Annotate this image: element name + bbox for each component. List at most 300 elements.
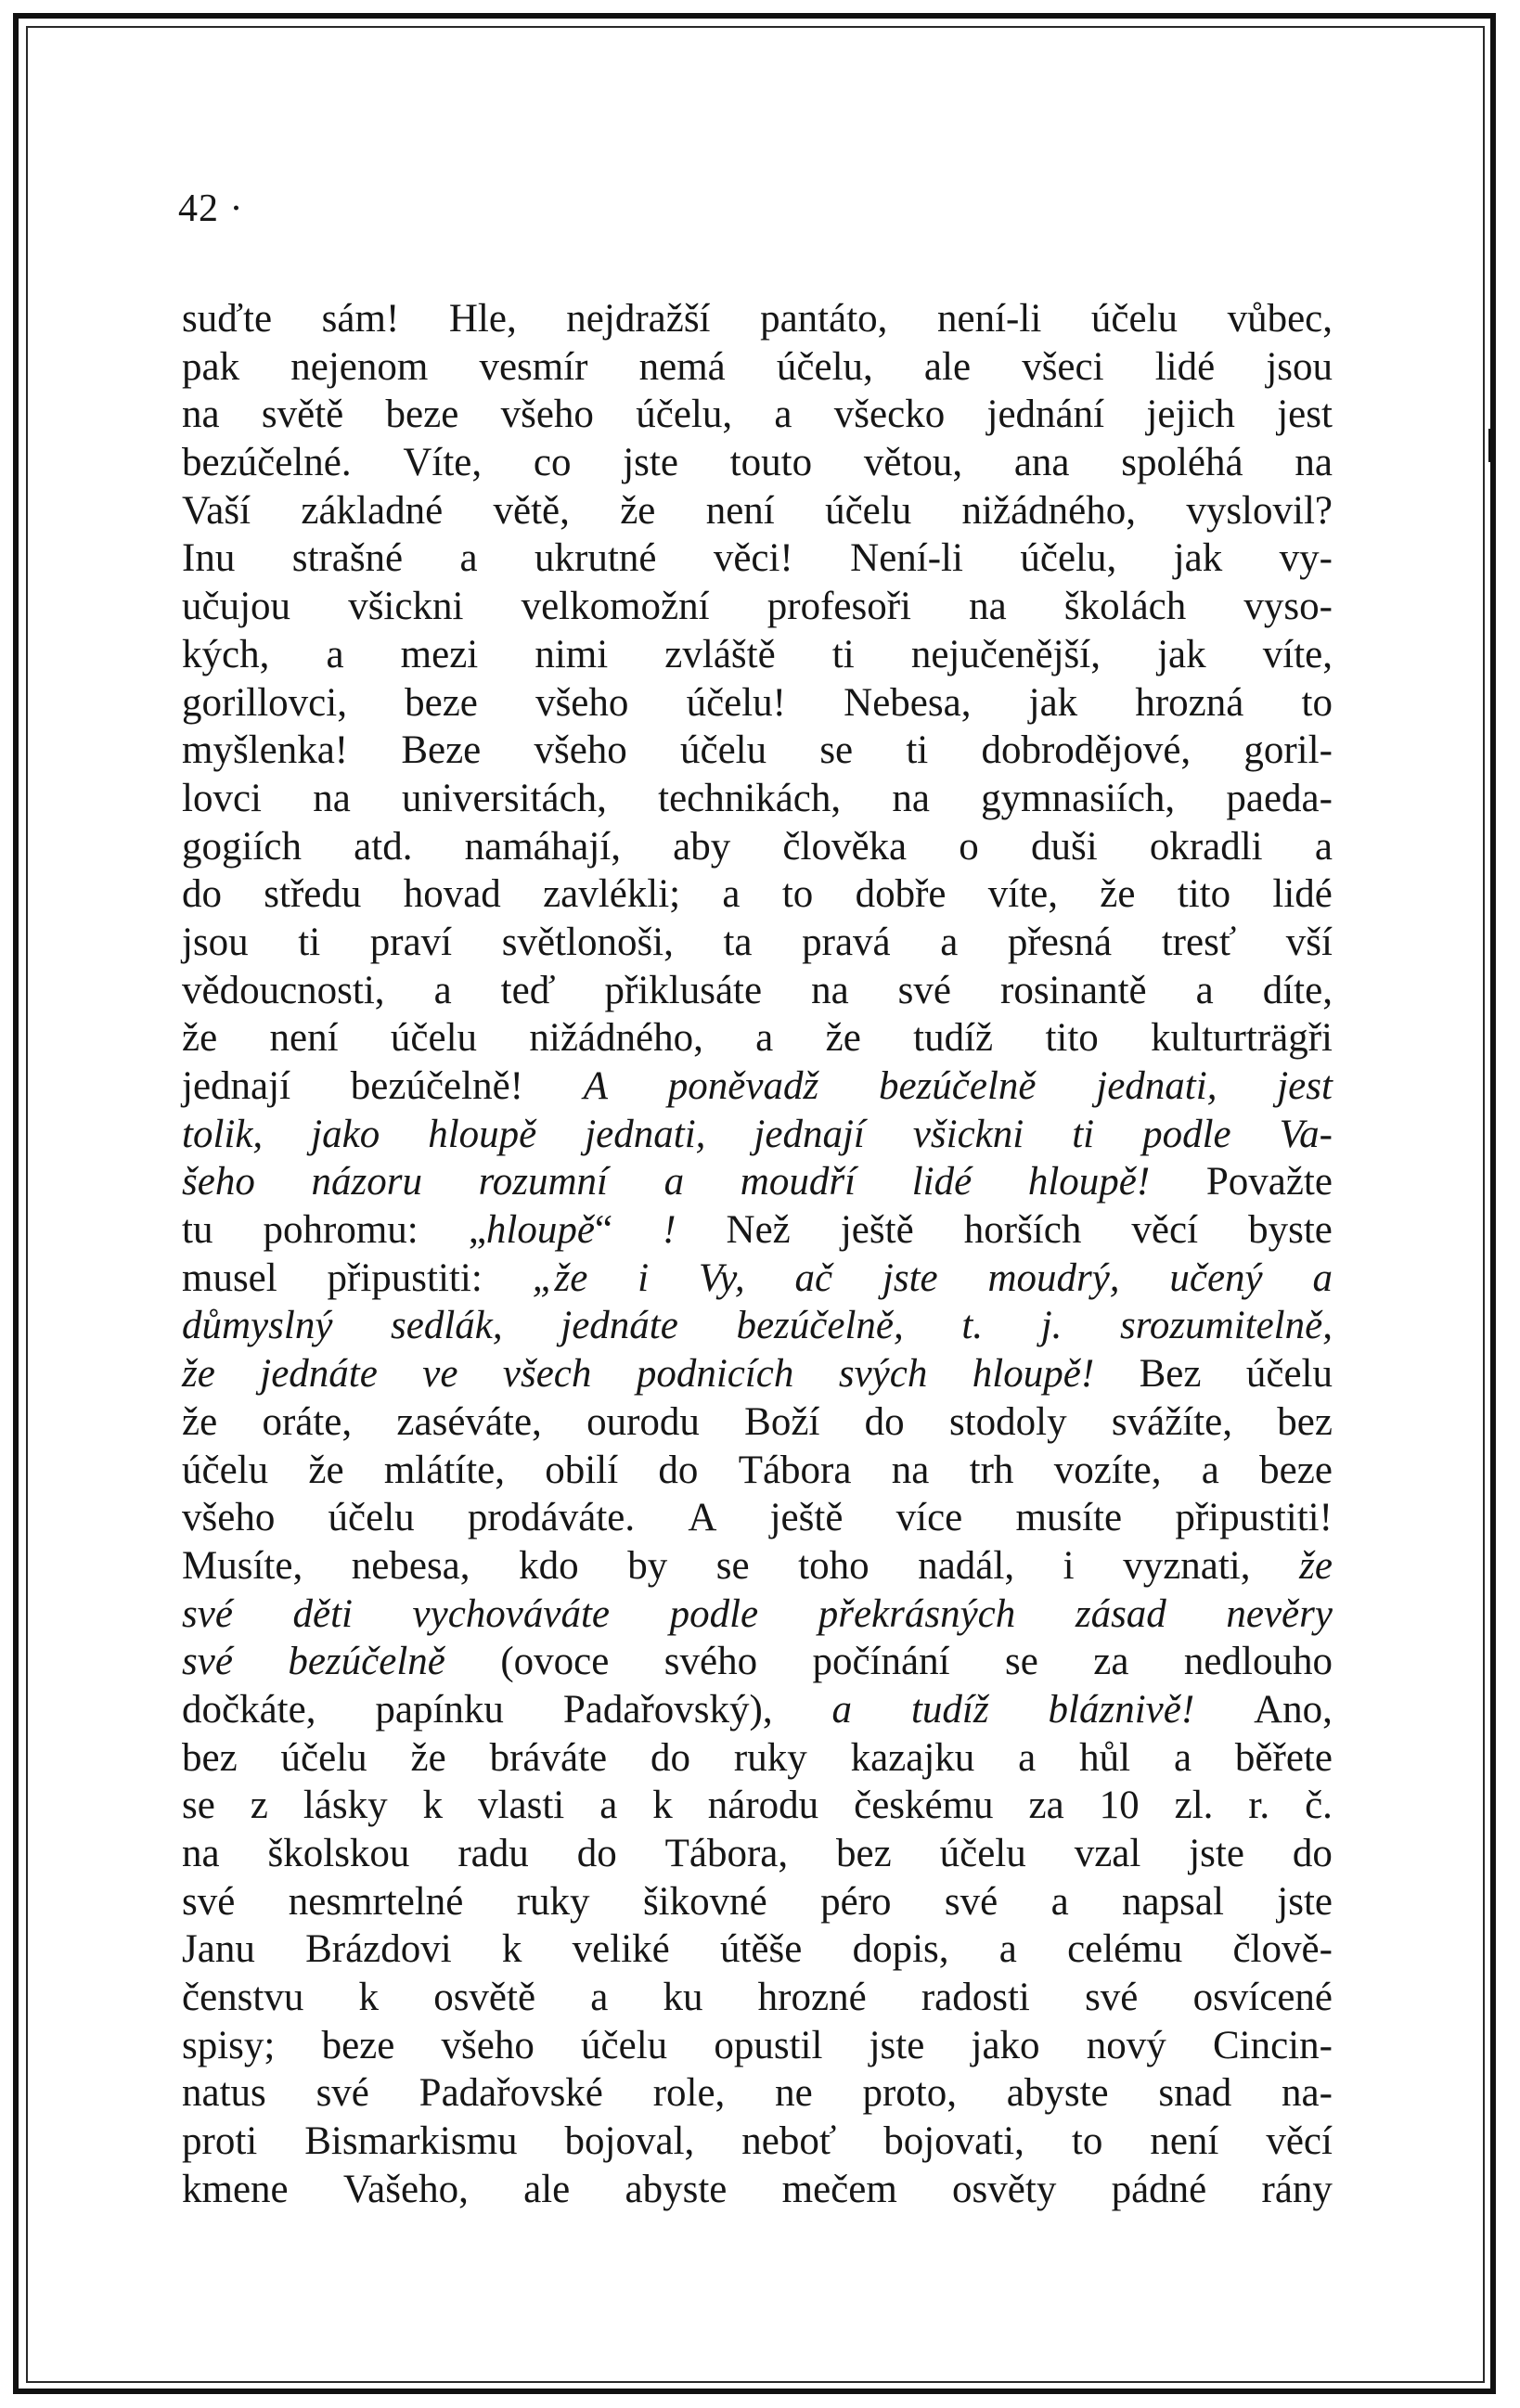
word bbox=[565, 2118, 695, 2166]
word bbox=[1064, 583, 1186, 631]
word bbox=[774, 391, 792, 439]
word bbox=[1155, 343, 1215, 392]
word bbox=[545, 1447, 618, 1495]
word bbox=[460, 534, 478, 583]
roman-text: spoléhá bbox=[1121, 441, 1243, 485]
word bbox=[490, 1734, 608, 1783]
word bbox=[298, 919, 320, 967]
roman-text: bojovati, bbox=[883, 2119, 1024, 2164]
roman-text: účelu, bbox=[1020, 536, 1117, 581]
word bbox=[854, 1782, 993, 1830]
word bbox=[760, 295, 887, 343]
word bbox=[182, 1974, 303, 2022]
roman-text: účelu bbox=[328, 1496, 415, 1540]
word bbox=[637, 1350, 794, 1398]
roman-text: abyste bbox=[625, 2167, 728, 2211]
italic-text: názoru bbox=[311, 1160, 422, 1204]
word bbox=[182, 2022, 275, 2070]
word bbox=[1315, 823, 1333, 871]
roman-text: svážíte, bbox=[1111, 1399, 1233, 1444]
word bbox=[940, 1830, 1026, 1878]
roman-text: Hle, bbox=[448, 297, 517, 341]
roman-text: a bbox=[1173, 1735, 1192, 1780]
roman-text: lidé bbox=[1272, 872, 1333, 917]
italic-text: překrásných bbox=[818, 1591, 1016, 1636]
roman-text: opustil bbox=[714, 2023, 823, 2067]
word bbox=[328, 1494, 415, 1542]
roman-text: touto bbox=[729, 441, 813, 485]
word bbox=[1235, 1734, 1333, 1783]
word bbox=[502, 1925, 522, 1974]
text-line bbox=[182, 1255, 1333, 1303]
italic-text: moudrý, bbox=[987, 1256, 1120, 1300]
roman-text: všeci bbox=[1022, 344, 1104, 389]
word bbox=[782, 870, 813, 919]
roman-text: šikovné bbox=[642, 1879, 767, 1924]
word bbox=[668, 1062, 818, 1111]
roman-text: „ bbox=[468, 1208, 486, 1253]
italic-text: hloupě! bbox=[972, 1352, 1095, 1397]
roman-text: svého bbox=[663, 1640, 758, 1684]
word bbox=[825, 487, 911, 535]
word bbox=[403, 439, 482, 487]
roman-text: suďte bbox=[182, 297, 273, 341]
word bbox=[494, 487, 570, 535]
roman-text: profesoři bbox=[766, 585, 911, 629]
roman-text: a bbox=[1314, 824, 1333, 869]
roman-text: ti bbox=[298, 920, 321, 964]
roman-text: jednání bbox=[986, 393, 1105, 437]
roman-text: paeda- bbox=[1226, 776, 1333, 820]
roman-text: do bbox=[864, 1399, 905, 1444]
roman-text: přesná bbox=[1007, 920, 1113, 964]
word bbox=[844, 679, 971, 728]
text-line bbox=[182, 1062, 1333, 1111]
word bbox=[182, 679, 347, 728]
word bbox=[706, 487, 775, 535]
text-line bbox=[182, 1158, 1333, 1206]
word bbox=[182, 1734, 238, 1783]
roman-text: snad bbox=[1158, 2071, 1232, 2116]
roman-text: kých, bbox=[182, 632, 270, 676]
word bbox=[1063, 1542, 1075, 1590]
word bbox=[182, 391, 220, 439]
roman-text: oráte, bbox=[262, 1399, 353, 1444]
roman-text: všeho bbox=[441, 2023, 535, 2067]
roman-text: tito bbox=[1045, 1016, 1099, 1061]
roman-text: nejdražší bbox=[566, 297, 711, 341]
italic-text: ve bbox=[422, 1352, 458, 1397]
word bbox=[1131, 1206, 1198, 1255]
word bbox=[251, 1782, 268, 1830]
roman-text: vědoucnosti, bbox=[182, 968, 385, 1012]
word bbox=[585, 1111, 705, 1159]
word bbox=[1121, 439, 1243, 487]
word bbox=[1120, 1302, 1333, 1350]
text-line bbox=[182, 1782, 1333, 1830]
text-line bbox=[182, 1494, 1333, 1542]
word bbox=[560, 1302, 678, 1350]
word bbox=[744, 1398, 819, 1447]
word bbox=[1263, 631, 1333, 679]
roman-text: i bbox=[1063, 1543, 1075, 1588]
roman-text: učujou bbox=[182, 585, 291, 629]
word bbox=[348, 583, 463, 631]
word bbox=[1067, 1925, 1182, 1974]
word bbox=[182, 1255, 277, 1303]
roman-text: ne bbox=[775, 2071, 813, 2116]
roman-text: universitách, bbox=[402, 776, 607, 820]
text-line bbox=[182, 1447, 1333, 1495]
text-line bbox=[182, 775, 1333, 823]
word bbox=[519, 1542, 579, 1590]
roman-text: mezi bbox=[400, 632, 479, 676]
italic-text: ! bbox=[663, 1208, 676, 1253]
italic-text: bláznivě! bbox=[1048, 1687, 1195, 1732]
roman-text: připustiti! bbox=[1175, 1496, 1333, 1540]
roman-text: Inu bbox=[182, 536, 236, 581]
roman-text: r. bbox=[1248, 1783, 1270, 1828]
word bbox=[1259, 1447, 1333, 1495]
word bbox=[1140, 1350, 1202, 1398]
word bbox=[912, 1158, 972, 1206]
roman-text: (ovoce bbox=[500, 1640, 610, 1684]
roman-text: natus bbox=[182, 2071, 266, 2116]
roman-text: musíte bbox=[1015, 1496, 1123, 1540]
italic-text: A bbox=[583, 1064, 609, 1108]
word bbox=[714, 2022, 822, 2070]
roman-text: jste bbox=[1277, 1879, 1333, 1924]
word bbox=[182, 870, 222, 919]
word bbox=[182, 487, 251, 535]
word bbox=[782, 823, 907, 871]
word bbox=[402, 775, 607, 823]
word bbox=[292, 534, 403, 583]
text-line bbox=[182, 439, 1333, 487]
roman-text: a bbox=[774, 393, 792, 437]
italic-text: že bbox=[182, 1352, 215, 1397]
italic-text: jednati, bbox=[1096, 1064, 1217, 1108]
word bbox=[862, 2069, 957, 2118]
word bbox=[605, 967, 763, 1015]
italic-text: bezúčelně, bbox=[736, 1304, 904, 1348]
word bbox=[304, 2118, 517, 2166]
text-line bbox=[182, 343, 1333, 392]
text-line bbox=[182, 1830, 1333, 1878]
roman-text: všeho bbox=[500, 393, 594, 437]
word bbox=[952, 2166, 1056, 2214]
roman-text: ruky bbox=[733, 1735, 807, 1780]
word bbox=[534, 727, 626, 775]
roman-text: a bbox=[940, 920, 959, 964]
word bbox=[1189, 1830, 1244, 1878]
word bbox=[182, 534, 235, 583]
word bbox=[798, 1542, 869, 1590]
roman-text: vší bbox=[1285, 920, 1333, 964]
roman-text: papínku bbox=[375, 1687, 504, 1732]
roman-text: účelu, bbox=[776, 344, 873, 389]
roman-text: českému bbox=[854, 1783, 994, 1828]
roman-text: dopis, bbox=[852, 1927, 949, 1972]
word bbox=[1100, 870, 1135, 919]
roman-text: osvícené bbox=[1192, 1976, 1333, 2020]
roman-text: na bbox=[811, 968, 849, 1012]
roman-text: člověka bbox=[782, 824, 908, 869]
roman-text: to bbox=[1301, 680, 1333, 725]
roman-text: č. bbox=[1305, 1783, 1333, 1828]
word bbox=[949, 1398, 1067, 1447]
roman-text: praví bbox=[369, 920, 453, 964]
word bbox=[1213, 2022, 1333, 2070]
roman-text: goril- bbox=[1243, 728, 1333, 773]
word bbox=[404, 870, 501, 919]
word bbox=[988, 870, 1058, 919]
roman-text: tito bbox=[1177, 872, 1231, 917]
word bbox=[1293, 1830, 1333, 1878]
roman-text: na bbox=[891, 1448, 930, 1492]
word bbox=[1169, 1255, 1262, 1303]
word bbox=[182, 439, 352, 487]
word bbox=[969, 583, 1007, 631]
word bbox=[1248, 1206, 1333, 1255]
roman-text: účelu bbox=[680, 728, 767, 773]
roman-text: osvětě bbox=[433, 1976, 536, 2020]
roman-text: zavlékli; bbox=[543, 872, 681, 917]
roman-text: lásky bbox=[303, 1783, 388, 1828]
word bbox=[741, 1158, 856, 1206]
roman-text: bez bbox=[182, 1735, 238, 1780]
word bbox=[262, 391, 343, 439]
word bbox=[351, 1062, 523, 1111]
word bbox=[964, 1206, 1082, 1255]
word bbox=[478, 1782, 564, 1830]
word bbox=[581, 2022, 667, 2070]
roman-text: okradli bbox=[1149, 824, 1263, 869]
roman-text: na bbox=[182, 1832, 220, 1875]
roman-text: své bbox=[944, 1879, 998, 1924]
word bbox=[1246, 1350, 1333, 1398]
word bbox=[918, 1542, 1014, 1590]
roman-text: světlonoši, bbox=[501, 920, 674, 964]
word bbox=[1091, 295, 1178, 343]
roman-text: věci! bbox=[713, 536, 793, 581]
word bbox=[882, 1255, 938, 1303]
text-line bbox=[182, 1350, 1333, 1398]
roman-text: není bbox=[705, 488, 775, 533]
italic-text: šeho bbox=[182, 1160, 255, 1204]
italic-text: své bbox=[182, 1591, 233, 1636]
text-line bbox=[182, 1974, 1333, 2022]
italic-text: poněvadž bbox=[667, 1064, 819, 1108]
roman-text: člově- bbox=[1232, 1927, 1333, 1972]
italic-text: a bbox=[1312, 1256, 1333, 1300]
roman-text: zl. bbox=[1174, 1783, 1214, 1828]
word bbox=[182, 1830, 220, 1878]
text-line bbox=[182, 2118, 1333, 2166]
word bbox=[1051, 1878, 1069, 1926]
word bbox=[1075, 1830, 1141, 1878]
word bbox=[501, 967, 556, 1015]
roman-text: za bbox=[1093, 1640, 1129, 1684]
word bbox=[268, 1830, 410, 1878]
word bbox=[665, 1830, 789, 1878]
roman-text: nesmrtelné bbox=[288, 1879, 464, 1924]
word bbox=[264, 870, 361, 919]
word bbox=[1054, 1447, 1162, 1495]
italic-text: zásad bbox=[1075, 1591, 1166, 1636]
word bbox=[987, 391, 1105, 439]
roman-text: Janu bbox=[182, 1927, 255, 1972]
roman-text: k bbox=[652, 1783, 673, 1828]
roman-text: Vaší bbox=[182, 488, 251, 533]
word bbox=[182, 775, 262, 823]
roman-text: větou, bbox=[863, 441, 963, 485]
roman-text: pak bbox=[182, 344, 240, 389]
word bbox=[1282, 2069, 1333, 2118]
italic-text: tudíž bbox=[910, 1687, 989, 1732]
text-line bbox=[182, 1111, 1333, 1159]
word bbox=[1248, 1782, 1269, 1830]
roman-text: atd. bbox=[354, 824, 413, 869]
word bbox=[1100, 1782, 1140, 1830]
roman-text: by bbox=[627, 1543, 668, 1588]
italic-text: jest bbox=[1277, 1064, 1333, 1108]
roman-text: velkomožní bbox=[521, 585, 710, 629]
word bbox=[573, 1925, 670, 1974]
roman-text: nemá bbox=[638, 344, 726, 389]
word bbox=[1175, 1782, 1214, 1830]
word bbox=[865, 1398, 905, 1447]
word bbox=[730, 439, 812, 487]
word bbox=[182, 1686, 316, 1734]
roman-text: ku bbox=[663, 1976, 703, 2020]
roman-text: beze bbox=[405, 680, 478, 725]
roman-text: hrozná bbox=[1135, 680, 1244, 725]
word bbox=[599, 1782, 617, 1830]
roman-text: to bbox=[781, 872, 814, 917]
roman-text: bez bbox=[836, 1832, 892, 1875]
roman-text: kazajku bbox=[850, 1735, 975, 1780]
roman-text: nejenom bbox=[290, 344, 429, 389]
word bbox=[457, 1830, 528, 1878]
roman-text: že bbox=[620, 488, 656, 533]
roman-text: jsou bbox=[182, 920, 249, 964]
word bbox=[1254, 1686, 1333, 1734]
word bbox=[182, 343, 239, 392]
roman-text: mlátíte, bbox=[383, 1448, 506, 1492]
word bbox=[316, 2069, 369, 2118]
word bbox=[182, 2118, 257, 2166]
word bbox=[652, 1782, 673, 1830]
roman-text: proti bbox=[182, 2119, 258, 2164]
word bbox=[734, 1734, 807, 1783]
roman-text: a bbox=[433, 968, 452, 1012]
italic-text: a bbox=[831, 1687, 853, 1732]
word bbox=[1302, 679, 1333, 728]
roman-text: celému bbox=[1067, 1927, 1183, 1972]
roman-text: prodáváte. bbox=[467, 1496, 636, 1540]
word bbox=[305, 1925, 452, 1974]
roman-text: účelu bbox=[182, 1448, 269, 1492]
word bbox=[182, 727, 348, 775]
word bbox=[1280, 1111, 1333, 1159]
word bbox=[770, 1494, 844, 1542]
roman-text: všecko bbox=[833, 393, 946, 437]
italic-text: „že bbox=[532, 1256, 588, 1300]
word bbox=[670, 1590, 759, 1639]
roman-text: aby bbox=[673, 824, 731, 869]
text-line bbox=[182, 1302, 1333, 1350]
word bbox=[308, 1447, 343, 1495]
word bbox=[999, 1925, 1017, 1974]
word bbox=[896, 1494, 963, 1542]
word bbox=[1226, 775, 1333, 823]
word bbox=[182, 1111, 263, 1159]
word bbox=[422, 1350, 457, 1398]
roman-text: lidé bbox=[1154, 344, 1216, 389]
italic-text: srozumitelně, bbox=[1120, 1304, 1333, 1348]
roman-text: na bbox=[892, 776, 930, 820]
word bbox=[301, 487, 443, 535]
word bbox=[1005, 1638, 1038, 1686]
word bbox=[290, 343, 428, 392]
word bbox=[182, 1350, 215, 1398]
roman-text: strašné bbox=[291, 536, 404, 581]
word bbox=[981, 775, 1175, 823]
word bbox=[182, 1925, 255, 1974]
word bbox=[328, 1255, 483, 1303]
roman-text: že bbox=[182, 1016, 218, 1061]
word bbox=[405, 679, 478, 728]
roman-text: do bbox=[651, 1735, 690, 1780]
roman-text: a bbox=[599, 1783, 618, 1828]
word bbox=[755, 1014, 773, 1062]
italic-text: bezúčelně bbox=[288, 1640, 445, 1684]
italic-text: Va- bbox=[1279, 1112, 1333, 1156]
word bbox=[1206, 1158, 1333, 1206]
roman-text: obilí bbox=[545, 1448, 619, 1492]
italic-text: jednati, bbox=[585, 1112, 706, 1156]
roman-text: své bbox=[316, 2071, 369, 2116]
word bbox=[658, 1447, 698, 1495]
word bbox=[1266, 2118, 1333, 2166]
roman-text: horších bbox=[963, 1208, 1082, 1253]
roman-text: své bbox=[1085, 1976, 1139, 2020]
roman-text: nadál, bbox=[918, 1543, 1015, 1588]
word bbox=[850, 534, 963, 583]
word bbox=[182, 1158, 255, 1206]
word bbox=[664, 1158, 685, 1206]
word bbox=[623, 439, 678, 487]
word bbox=[937, 295, 1041, 343]
word bbox=[1122, 1878, 1224, 1926]
word bbox=[411, 1734, 446, 1783]
italic-text: moudří bbox=[740, 1160, 857, 1204]
word bbox=[921, 1974, 1030, 2022]
roman-text: teď bbox=[500, 968, 556, 1012]
roman-text: mečem bbox=[781, 2167, 897, 2211]
word bbox=[758, 1974, 867, 2022]
word bbox=[500, 1638, 609, 1686]
roman-text: účelu bbox=[939, 1832, 1026, 1875]
roman-text: ale bbox=[923, 344, 972, 389]
word bbox=[851, 1734, 975, 1783]
roman-text: byste bbox=[1248, 1208, 1333, 1253]
word bbox=[961, 1302, 983, 1350]
word bbox=[311, 1111, 380, 1159]
text-line bbox=[182, 631, 1333, 679]
word bbox=[434, 967, 452, 1015]
